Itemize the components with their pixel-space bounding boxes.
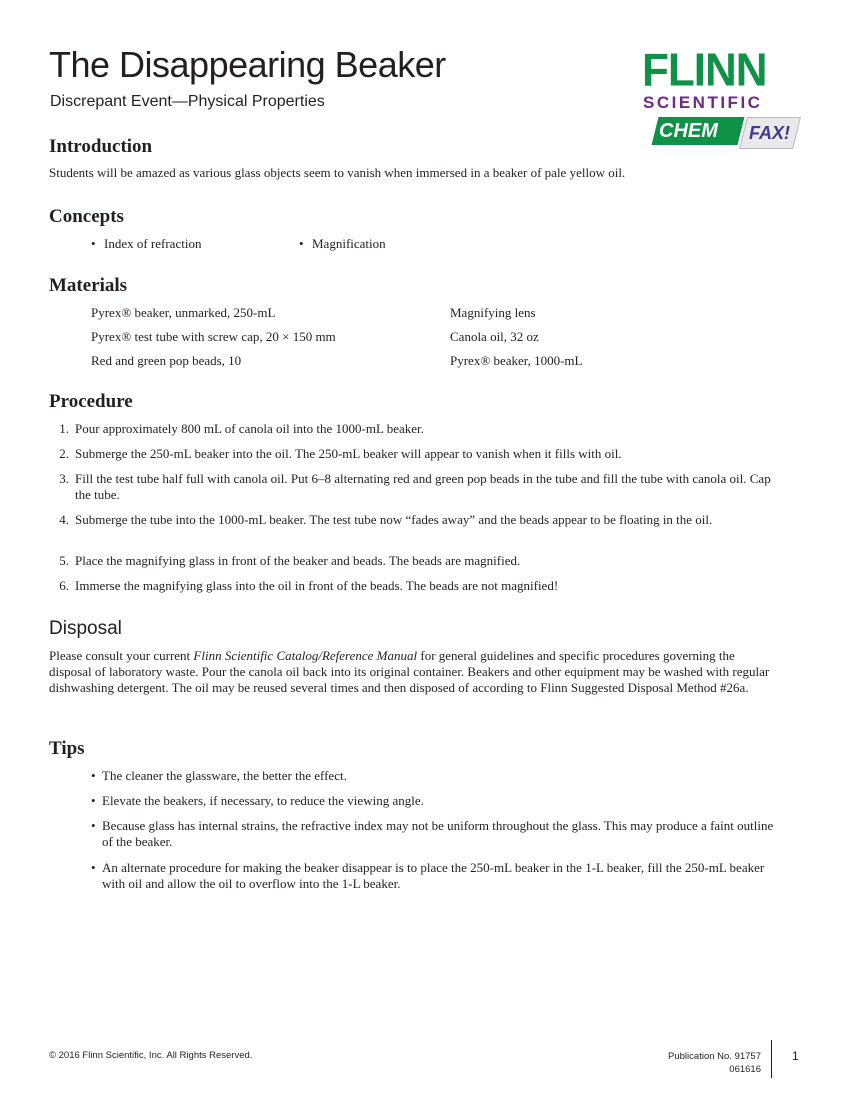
procedure-step: Immerse the magnifying glass into the oil in front of the beads. The beads are not magnified! [75,578,559,593]
logo-fax-text: FAX! [749,123,791,143]
bullet-icon: • [91,768,96,783]
bullet-icon: • [299,236,304,251]
document-title: The Disappearing Beaker [49,44,446,85]
procedure-step: Fill the test tube half full with canola oil. Put 6–8 alternating red and green pop beads in the tube and fill the tube with canola oil. Cap the tube. [75,471,771,502]
step-number: 1. [59,421,69,436]
concept-item: Magnification [312,236,386,251]
disposal-text [49,648,774,696]
copyright-notice: © 2016 Flinn Scientific, Inc. All Rights Reserved. [49,1050,253,1061]
disposal-heading: Disposal [49,618,122,639]
procedure-step: Submerge the tube into the 1000-mL beaker. The test tube now “fades away” and the beads appear to be floating in the oil. [75,512,713,527]
bullet-icon: • [91,236,96,251]
bullet-icon: • [91,793,96,808]
material-item: Pyrex® beaker, 1000-mL [450,353,583,368]
tip-item: Because glass has internal strains, the refractive index may not be uniform throughout the glass. This may produce a faint outline of the beaker. [102,818,774,849]
step-number: 3. [59,471,69,486]
bullet-icon: • [91,818,96,833]
concept-item: Index of refraction [104,236,202,251]
step-number: 6. [59,578,69,593]
step-number: 5. [59,553,69,568]
logo-fax-badge [739,117,801,149]
logo-scientific-text: SCIENTIFIC [643,93,763,112]
material-item: Pyrex® test tube with screw cap, 20 × 150 mm [91,329,336,344]
catalog-title: Flinn Scientific Catalog/Reference Manual [193,648,418,663]
disposal-text-part: for general guidelines and specific procedures governing the disposal of laboratory waste. Pour the canola oil back into its original container. Beakers and other equipment may be washed with regular dishwashing detergent. The oil may be reused several times and then disposed of according to Flinn Suggested Disposal Method #26a. [49,648,770,695]
publication-info [668,1050,761,1076]
material-item: Pyrex® beaker, unmarked, 250-mL [91,305,276,320]
material-item: Magnifying lens [450,305,536,320]
procedure-step: Submerge the 250-mL beaker into the oil. The 250-mL beaker will appear to vanish when it fills with oil. [75,446,622,461]
material-item: Canola oil, 32 oz [450,329,539,344]
material-item: Red and green pop beads, 10 [91,353,242,368]
concepts-heading: Concepts [49,206,124,227]
flinn-chemfax-logo [640,44,810,152]
page-number: 1 [792,1049,799,1063]
step-number: 4. [59,512,69,527]
tip-item: The cleaner the glassware, the better the effect. [102,768,347,783]
logo-flinn-text: FLINN [642,44,767,97]
publication-number: Publication No. 91757 [668,1051,761,1062]
procedure-step: Pour approximately 800 mL of canola oil into the 1000-mL beaker. [75,421,424,436]
introduction-text: Students will be amazed as various glass objects seem to vanish when immersed in a beaker of pale yellow oil. [49,165,626,180]
introduction-heading: Introduction [49,136,153,157]
disposal-text-part: Please consult your current [49,648,194,663]
step-number: 2. [59,446,69,461]
document-subtitle: Discrepant Event—Physical Properties [50,93,325,110]
procedure-step: Place the magnifying glass in front of the beaker and beads. The beads are magnified. [75,553,521,568]
tips-heading: Tips [49,738,85,759]
tip-item: An alternate procedure for making the beaker disappear is to place the 250-mL beaker in the 1-L beaker, fill the 250-mL beaker with oil and allow the oil to overflow into the 1-L beaker. [102,860,765,891]
logo-chem-badge [652,117,745,145]
footer-divider [771,1040,772,1078]
tip-item: Elevate the beakers, if necessary, to reduce the viewing angle. [102,793,424,808]
materials-heading: Materials [49,275,128,296]
bullet-icon: • [91,860,96,875]
procedure-heading: Procedure [49,391,133,412]
logo-chem-text: CHEM [659,120,718,142]
publication-code: 061616 [729,1064,761,1075]
